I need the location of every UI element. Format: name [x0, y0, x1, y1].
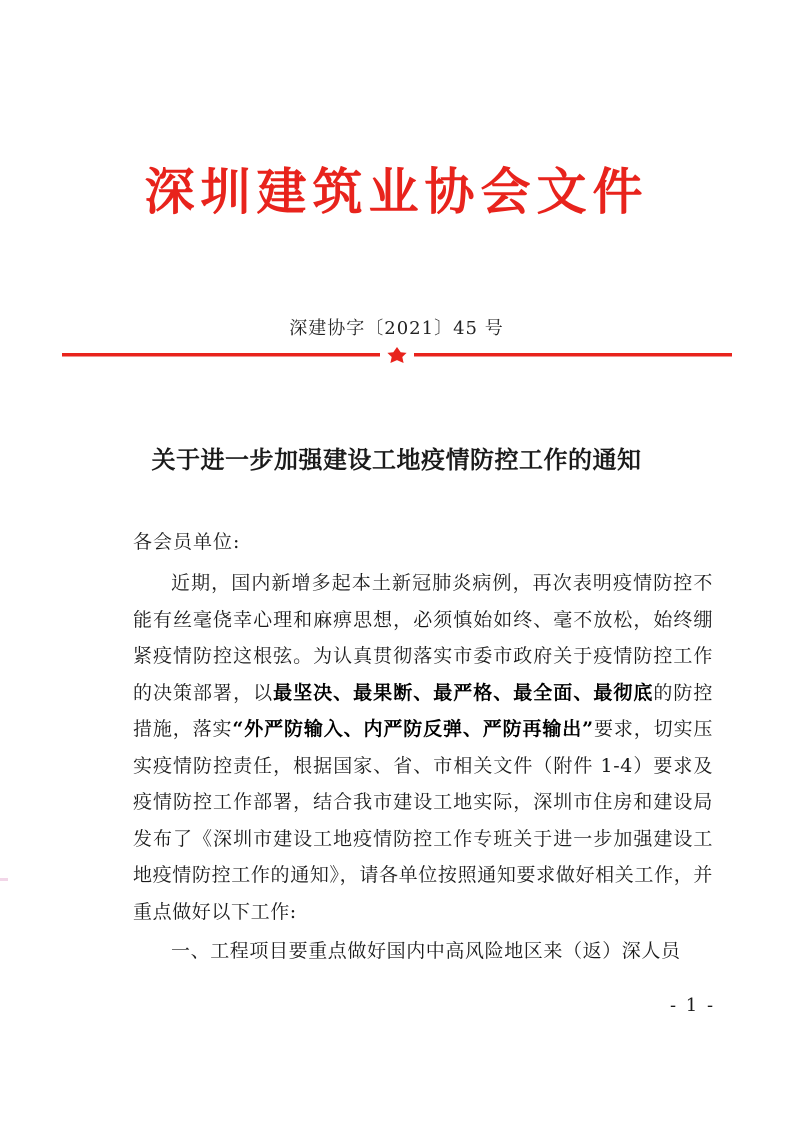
paragraph-text: 近期，国内新增多起本土新冠肺炎病例，再次表明疫情防控不能有丝毫侥幸心理和麻痹思想，必须慎始如终、毫不放松，始终绷紧疫情防控这根弦。为认真贯彻落实市委市政府关于疫情防控工作的决策部署，以	[133, 572, 713, 704]
page-number: - 1 -	[670, 995, 716, 1016]
red-rule-left	[62, 353, 380, 357]
issuing-organization-title: 深圳建筑业协会文件	[144, 162, 649, 221]
red-divider-with-star	[62, 347, 732, 363]
paragraph-text: 的防控措施，落实	[133, 681, 714, 740]
scan-edge-mark	[0, 878, 8, 881]
paragraph-text: 要求，切实压实疫情防控责任，根据国家、省、市相关文件（附件 1-4）要求及疫情防控工作部署，结合我市建设工地实际，深圳市住房和建设局发布了《深圳市建设工地疫情防控工作专班关于进一步加强建设工地疫情防控工作的通知》，请各单位按照通知要求做好相关工作，并重点做好以下工作:	[133, 718, 713, 923]
emphasis-measures: 最坚决、最果断、最严格、最全面、最彻底	[273, 681, 654, 704]
body-paragraph	[133, 565, 713, 930]
document-number: 深建协字〔2021〕45 号	[289, 318, 504, 339]
star-icon	[387, 347, 406, 363]
emphasis-slogan: “外严防输入、内严防反弹、严防再输出”	[232, 718, 594, 740]
salutation: 各会员单位:	[133, 531, 241, 553]
list-item-1: 一、工程项目要重点做好国内中高风险地区来（返）深人员	[171, 940, 681, 962]
notice-title: 关于进一步加强建设工地疫情防控工作的通知	[151, 445, 642, 474]
red-rule-right	[414, 353, 732, 357]
